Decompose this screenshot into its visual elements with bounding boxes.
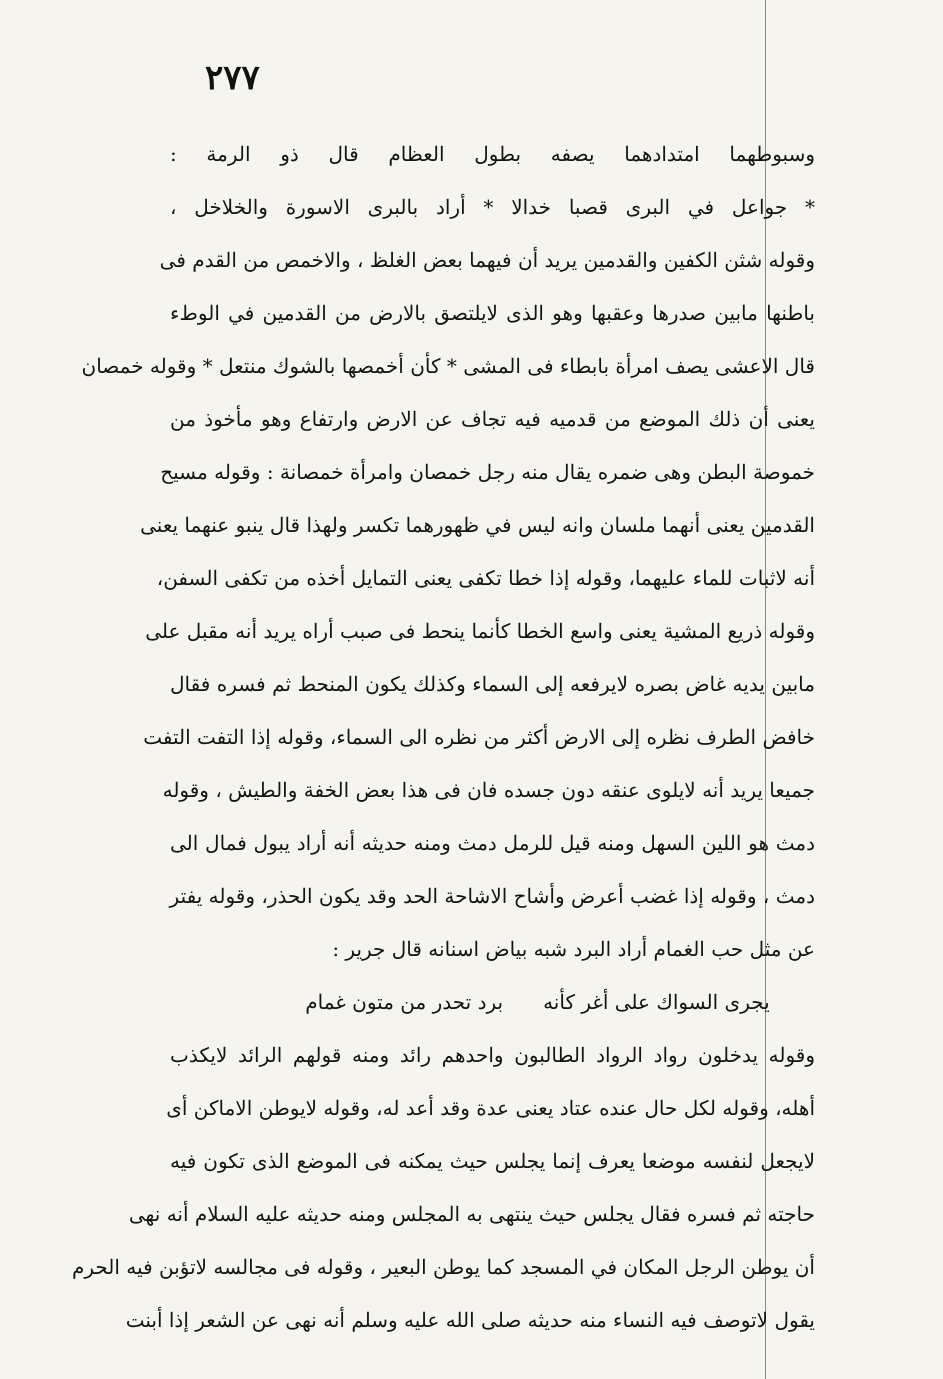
text-line: دمث هو اللين السهل ومنه قيل للرمل دمث ومنه حديثه أنه أراد يبول فمال الى [170,831,815,855]
text-line: خافض الطرف نظره إلى الارض أكثر من نظره الى السماء، وقوله إذا التفت التفت [143,725,815,749]
text-line: أنه لاثبات للماء عليهما، وقوله إذا خطا تكفى يعنى التمايل أخذه من تكفى السفن، [156,566,815,590]
verse-second-hemistich: برد تحدر من متون غمام [305,990,504,1014]
page-number: ٢٧٧ [205,58,260,98]
text-line: عن مثل حب الغمام أراد البرد شبه بياض اسنانه قال جرير : [332,937,815,961]
text-line: لايجعل لنفسه موضعا يعرف إنما يجلس حيث يمكنه فى الموضع الذى تكون فيه [170,1149,815,1173]
text-line: حاجته ثم فسره فقال يجلس حيث ينتهى به المجلس ومنه حديثه عليه السلام أنه نهى [128,1202,815,1226]
text-line: وقوله ذريع المشية يعنى واسع الخطا كأنما ينحط فى صبب أراه يريد أنه مقبل على [145,619,815,643]
text-line: مابين يديه غاض بصره لايرفعه إلى السماء وكذلك يكون المنحط ثم فسره فقال [170,672,815,696]
text-line: باطنها مابين صدرها وعقبها وهو الذى لايلتصق بالارض من القدمين في الوطء [170,301,815,325]
text-line: وقوله يدخلون رواد الرواد الطالبون واحدهم رائد ومنه قولهم الرائد لايكذب [170,1043,815,1067]
text-line: * جواعل في البرى قصبا خدالا * أراد بالبرى الاسورة والخلاخل ، [170,195,815,219]
text-line: أن يوطن الرجل المكان في المسجد كما يوطن البعير ، وقوله فى مجالسه لاتؤبن فيه الحرم [71,1255,815,1279]
text-line: القدمين يعنى أنهما ملسان وانه ليس في ظهورهما تكسر ولهذا قال ينبو عنهما يعنى [140,513,815,537]
text-line: وسبوطهما امتدادهما يصفه بطول العظام قال ذو الرمة : [170,142,815,166]
text-line: أهله، وقوله لكل حال عنده عتاد يعنى عدة وقد أعد له، وقوله لايوطن الاماكن أى [166,1096,815,1120]
text-line: خموصة البطن وهى ضمره يقال منه رجل خمصان وامرأة خمصانة : وقوله مسيح [160,460,815,484]
poetry-verse [170,976,815,1029]
text-line: وقوله شثن الكفين والقدمين يريد أن فيهما بعض الغلظ ، والاخمص من القدم فى [159,248,815,272]
verse-first-hemistich: يجرى السواك على أغر كأنه [543,990,770,1014]
text-line: جميعا يريد أنه لايلوى عنقه دون جسده فان فى هذا بعض الخفة والطيش ، وقوله [162,778,815,802]
text-line: يعنى أن ذلك الموضع من قدميه فيه تجاف عن الارض وارتفاع وهو مأخوذ من [170,407,815,431]
text-line: يقول لاتوصف فيه النساء منه حديثه صلى الله عليه وسلم أنه نهى عن الشعر إذا أبنت [125,1308,815,1332]
text-line: دمث ، وقوله إذا غضب أعرض وأشاح الاشاحة الحد وقد يكون الحذر، وقوله يفتر [169,884,815,908]
page-body-text [71,128,815,1347]
text-line: قال الاعشى يصف امرأة بابطاء فى المشى * كأن أخمصها بالشوك منتعل * وقوله خمصان [81,354,815,378]
